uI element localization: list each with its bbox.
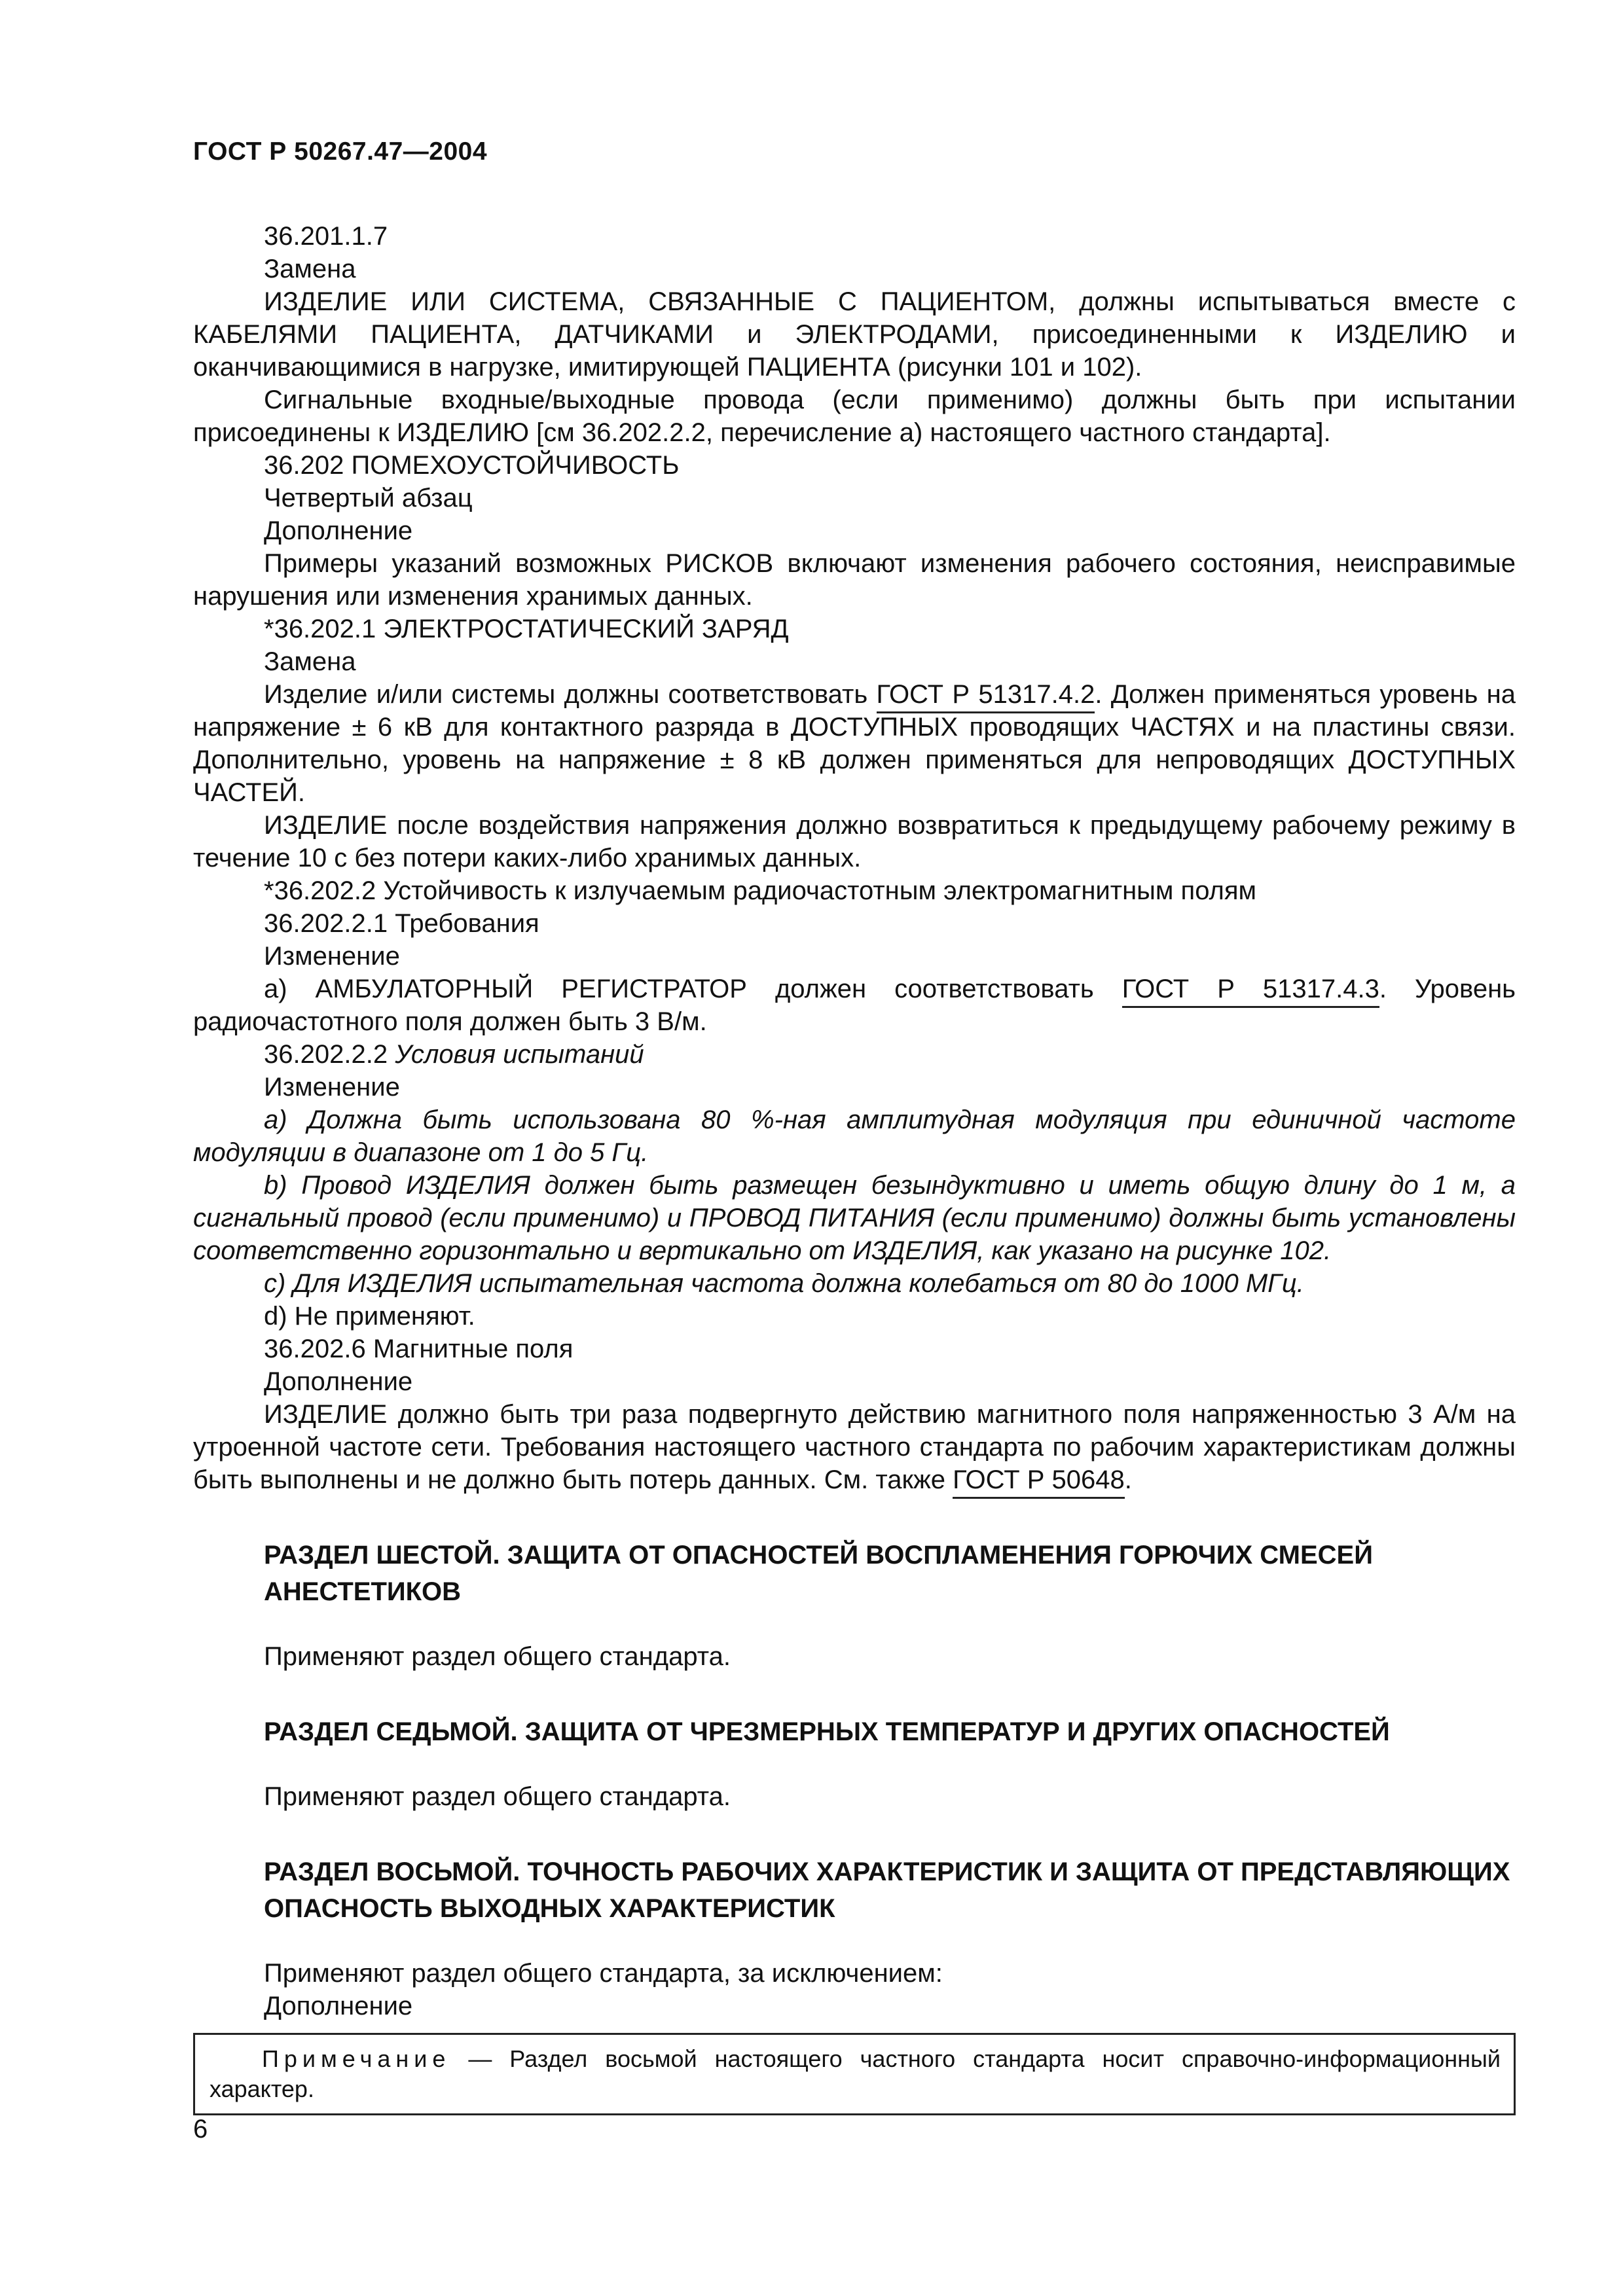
clause-heading: *36.202.2 Устойчивость к излучаемым радиочастотным электромагнитным полям: [264, 876, 1257, 905]
standard-reference-link[interactable]: ГОСТ Р 51317.4.3: [1122, 975, 1379, 1008]
clause-line: d) Не применяют.: [264, 1302, 475, 1331]
clause-line: Четвертый абзац: [264, 484, 473, 512]
section-six-heading: РАЗДЕЛ ШЕСТОЙ. ЗАЩИТА ОТ ОПАСНОСТЕЙ ВОСПЛАМЕНЕНИЯ ГОРЮЧИХ СМЕСЕЙ АНЕСТЕТИКОВ: [264, 1541, 1373, 1606]
clause-number: 36.201.1.7: [264, 222, 388, 251]
section-text: Применяют раздел общего стандарта.: [264, 1782, 731, 1811]
note-label: Примечание: [262, 2045, 451, 2072]
section-seven-heading: РАЗДЕЛ СЕДЬМОЙ. ЗАЩИТА ОТ ЧРЕЗМЕРНЫХ ТЕМПЕРАТУР И ДРУГИХ ОПАСНОСТЕЙ: [264, 1717, 1390, 1746]
clause-heading: *36.202.1 ЭЛЕКТРОСТАТИЧЕСКИЙ ЗАРЯД: [264, 615, 789, 643]
standard-reference-link[interactable]: ГОСТ Р 50648: [953, 1465, 1125, 1499]
paragraph: Сигнальные входные/выходные провода (если применимо) должны быть при испытании присоединены к ИЗДЕЛИЮ [см 36.202.2.2, перечисление а) настоящего частного стандарта].: [193, 386, 1516, 447]
clause-heading: [193, 1038, 1516, 1071]
note-text: — Раздел восьмой настоящего частного стандарта носит справочно-информационный характер.: [210, 2045, 1501, 2102]
clause-heading: 36.202.2.1 Требования: [264, 909, 539, 938]
paragraph: [193, 973, 1516, 1038]
paragraph: [193, 678, 1516, 809]
clause-action: Дополнение: [264, 1367, 413, 1396]
paragraph-text: Изделие и/или системы должны соответствовать: [264, 680, 877, 709]
page-number: 6: [193, 2115, 208, 2144]
section-text: Дополнение: [264, 1992, 413, 2020]
clause-action: Замена: [264, 255, 356, 283]
clause-number: 36.202.2.2: [264, 1040, 395, 1069]
clause-heading: 36.202 ПОМЕХОУСТОЙЧИВОСТЬ: [264, 451, 680, 480]
paragraph: Примеры указаний возможных РИСКОВ включают изменения рабочего состояния, неисправимые нарушения или изменения хранимых данных.: [193, 549, 1516, 611]
paragraph: c) Для ИЗДЕЛИЯ испытательная частота должна колебаться от 80 до 1000 МГц.: [264, 1269, 1304, 1298]
paragraph: b) Провод ИЗДЕЛИЯ должен быть размещен безындуктивно и иметь общую длину до 1 м, а сигнальный провод (если применимо) и ПРОВОД ПИТАНИЯ (если применимо) должны быть установлены соответственно горизонтально и вертикально от ИЗДЕЛИЯ, как указано на рисунке 102.: [193, 1171, 1516, 1265]
section-text: Применяют раздел общего стандарта.: [264, 1642, 731, 1671]
paragraph-text: а) АМБУЛАТОРНЫЙ РЕГИСТРАТОР должен соответствовать: [264, 975, 1122, 1003]
paragraph: [193, 1398, 1516, 1496]
standard-reference-link[interactable]: ГОСТ Р 51317.4.2: [877, 680, 1095, 713]
paragraph: ИЗДЕЛИЕ после воздействия напряжения должно возвратиться к предыдущему рабочему режиму в течение 10 с без потери каких-либо хранимых данных.: [193, 811, 1516, 872]
paragraph: a) Должна быть использована 80 %-ная амплитудная модуляция при единичной частоте модуляции в диапазоне от 1 до 5 Гц.: [193, 1105, 1516, 1167]
document-header: ГОСТ Р 50267.47—2004: [193, 137, 488, 166]
clause-heading: 36.202.6 Магнитные поля: [264, 1335, 574, 1363]
clause-action: Изменение: [264, 942, 400, 971]
section-text: Применяют раздел общего стандарта, за исключением:: [264, 1959, 943, 1988]
paragraph-text: . Должен применяться уровень на напряжение ± 6 кВ для контактного разряда в ДОСТУПНЫХ проводящих ЧАСТЯХ и на пластины связи. Дополнительно, уровень на напряжение ± 8 кВ должен применяться для непроводящих ДОСТУПНЫХ ЧАСТЕЙ.: [193, 680, 1516, 807]
paragraph-text: .: [1124, 1465, 1132, 1494]
paragraph: ИЗДЕЛИЕ ИЛИ СИСТЕМА, СВЯЗАННЫЕ С ПАЦИЕНТОМ, должны испытываться вместе с КАБЕЛЯМИ ПАЦИЕНТА, ДАТЧИКАМИ и ЭЛЕКТРОДАМИ, присоединенными к ИЗДЕЛИЮ и оканчивающимися в нагрузке, имитирующей ПАЦИЕНТА (рисунки 101 и 102).: [193, 287, 1516, 382]
clause-action: Замена: [264, 647, 356, 676]
document-page: [193, 137, 1516, 2115]
clause-action: Дополнение: [264, 516, 413, 545]
section-eight-heading: РАЗДЕЛ ВОСЬМОЙ. ТОЧНОСТЬ РАБОЧИХ ХАРАКТЕРИСТИК И ЗАЩИТА ОТ ПРЕДСТАВЛЯЮЩИХ ОПАСНОСТЬ ВЫХОДНЫХ ХАРАКТЕРИСТИК: [264, 1857, 1510, 1923]
clause-action: Изменение: [264, 1073, 400, 1102]
paragraph-text: ИЗДЕЛИЕ должно быть три раза подвергнуто действию магнитного поля напряженностью 3 А/м на утроенной частоте сети. Требования настоящего частного стандарта по рабочим характеристикам должны быть выполнены и не должно быть потерь данных. См. также: [193, 1400, 1516, 1494]
paragraph-text: . Уровень радиочастотного поля должен быть 3 В/м.: [193, 975, 1516, 1036]
note-box: [193, 2033, 1516, 2115]
document-body: [193, 220, 1516, 2115]
clause-title: Условия испытаний: [395, 1040, 644, 1069]
